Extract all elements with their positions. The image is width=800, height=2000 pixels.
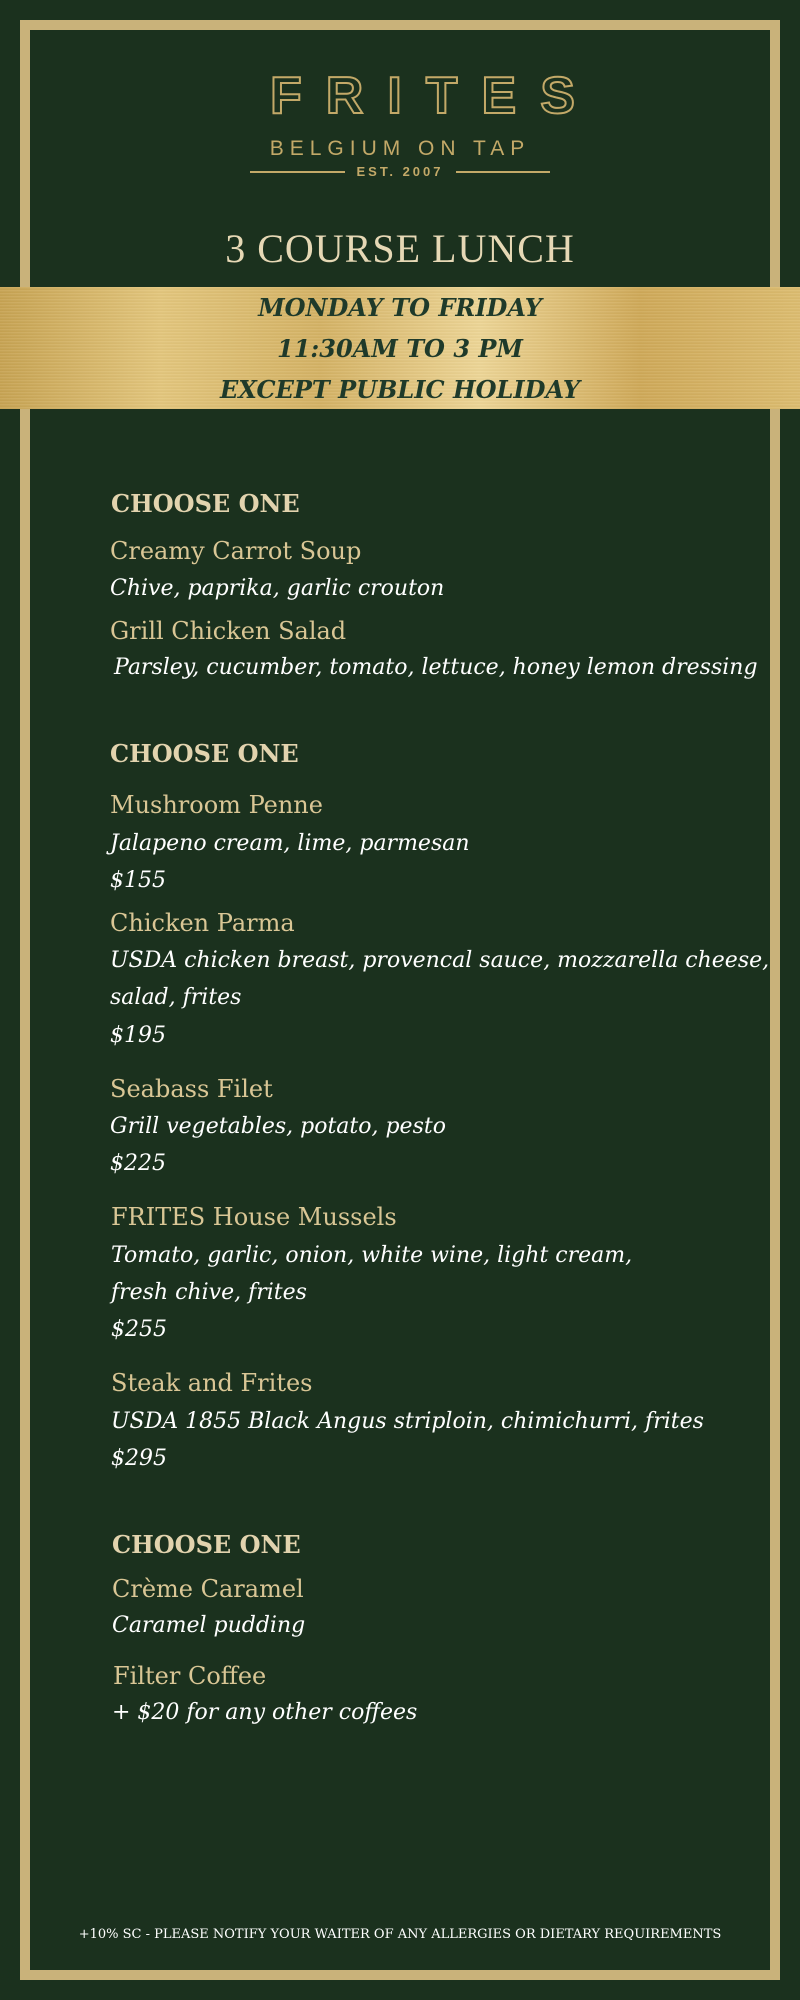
availability-banner	[0, 287, 800, 409]
menu-item-description: Chive, paprika, garlic crouton	[110, 576, 445, 601]
banner-exception: EXCEPT PUBLIC HOLIDAY	[219, 375, 581, 404]
banner-hours: 11:30AM TO 3 PM	[277, 334, 523, 363]
logo-rule-left	[250, 171, 345, 173]
menu-title: 3 COURSE LUNCH	[225, 226, 575, 271]
menu-item-price: $295	[111, 1446, 167, 1471]
logo-est-row	[250, 164, 550, 179]
menu-item-description: Caramel pudding	[112, 1613, 306, 1638]
menu-item-description: USDA chicken breast, provencal sauce, mozzarella cheese,	[110, 948, 770, 973]
menu-item-name: Steak and Frites	[111, 1369, 313, 1397]
menu-item-name: FRITES House Mussels	[111, 1203, 397, 1231]
menu-item-description: + $20 for any other coffees	[112, 1700, 418, 1725]
menu-item-description: USDA 1855 Black Angus striploin, chimichurri, frites	[111, 1409, 704, 1434]
menu-item-name: Crème Caramel	[112, 1575, 304, 1603]
menu-item-name: Seabass Filet	[110, 1075, 273, 1103]
menu-item-name: Chicken Parma	[110, 909, 295, 937]
menu-item-price: $225	[110, 1151, 166, 1176]
menu-item-name: Filter Coffee	[113, 1662, 267, 1690]
banner-days: MONDAY TO FRIDAY	[258, 293, 542, 322]
footer-notice: +10% SC - PLEASE NOTIFY YOUR WAITER OF ANY ALLERGIES OR DIETARY REQUIREMENTS	[78, 1927, 722, 1942]
logo-tagline: BELGIUM ON TAP	[269, 137, 531, 160]
menu-item-price: $195	[110, 1023, 166, 1048]
menu-item-price: $155	[110, 868, 166, 893]
menu-item-description-cont: fresh chive, frites	[111, 1280, 307, 1305]
menu-item-name: Mushroom Penne	[110, 791, 323, 819]
starter-section-heading: CHOOSE ONE	[111, 489, 300, 518]
frites-logo	[250, 67, 599, 179]
menu-item-name: Creamy Carrot Soup	[110, 537, 362, 565]
menu-item-description-cont: salad, frites	[110, 985, 242, 1010]
main-section-heading: CHOOSE ONE	[110, 739, 299, 768]
logo-rule-right	[456, 171, 551, 173]
logo-wordmark: FRITES	[270, 67, 599, 125]
menu-item-description: Tomato, garlic, onion, white wine, light cream,	[111, 1243, 633, 1268]
menu-item-description: Grill vegetables, potato, pesto	[110, 1114, 446, 1139]
menu-item-name: Grill Chicken Salad	[110, 617, 347, 645]
menu-item-description: Parsley, cucumber, tomato, lettuce, honey lemon dressing	[114, 655, 758, 680]
menu-item-description: Jalapeno cream, lime, parmesan	[110, 831, 470, 856]
dessert-section-heading: CHOOSE ONE	[112, 1530, 301, 1559]
menu-item-price: $255	[111, 1317, 167, 1342]
logo-established: EST. 2007	[356, 164, 444, 179]
